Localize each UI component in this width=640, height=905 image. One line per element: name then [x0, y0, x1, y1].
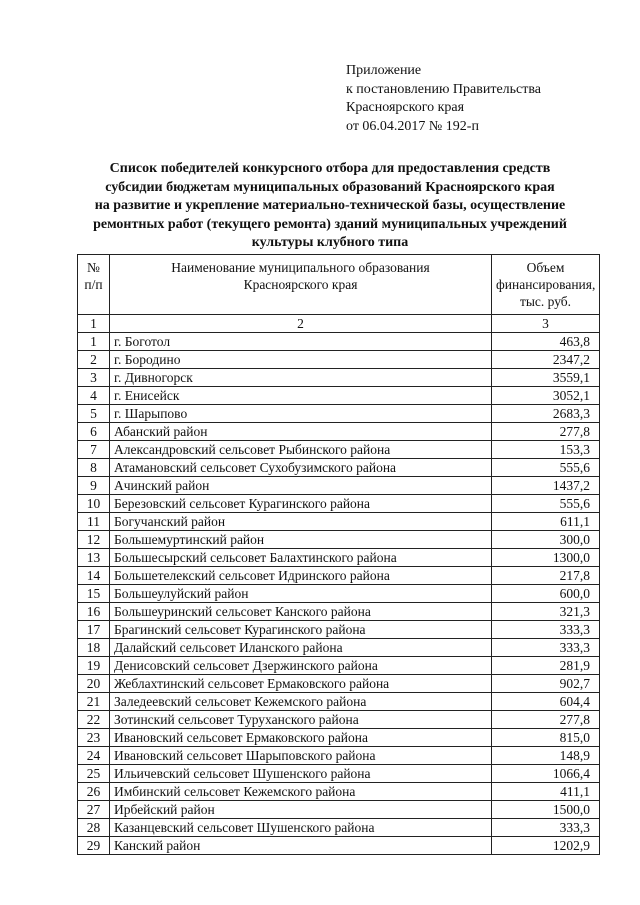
municipality-name: Богучанский район	[110, 513, 492, 531]
funding-amount: 2347,2	[492, 351, 600, 369]
table-row	[78, 765, 600, 783]
funding-amount: 277,8	[492, 423, 600, 441]
table-row	[78, 603, 600, 621]
document-title	[60, 160, 600, 253]
municipality-name: Ирбейский район	[110, 801, 492, 819]
row-number: 23	[78, 729, 110, 747]
row-number: 3	[78, 369, 110, 387]
row-number: 13	[78, 549, 110, 567]
table-row	[78, 549, 600, 567]
municipality-name: Большеуринский сельсовет Канского района	[110, 603, 492, 621]
column-index: 3	[492, 315, 600, 333]
row-number: 24	[78, 747, 110, 765]
row-number: 2	[78, 351, 110, 369]
table-row	[78, 639, 600, 657]
table-header-row	[78, 255, 600, 315]
row-number: 16	[78, 603, 110, 621]
funding-amount: 1202,9	[492, 837, 600, 855]
table-row	[78, 495, 600, 513]
table-row	[78, 405, 600, 423]
row-number: 29	[78, 837, 110, 855]
table-row	[78, 369, 600, 387]
title-line: ремонтных работ (текущего ремонта) зданий муниципальных учреждений	[93, 216, 567, 232]
row-number: 4	[78, 387, 110, 405]
funding-amount: 1437,2	[492, 477, 600, 495]
municipality-name: г. Дивногорск	[110, 369, 492, 387]
municipality-name: г. Боготол	[110, 333, 492, 351]
table-row	[78, 837, 600, 855]
funding-amount: 148,9	[492, 747, 600, 765]
title-line: на развитие и укрепление материально-технической базы, осуществление	[94, 198, 566, 213]
row-number: 18	[78, 639, 110, 657]
table-row	[78, 585, 600, 603]
table-row	[78, 801, 600, 819]
table-row	[78, 657, 600, 675]
table-row	[78, 819, 600, 837]
row-number: 17	[78, 621, 110, 639]
row-number: 27	[78, 801, 110, 819]
funding-amount: 555,6	[492, 459, 600, 477]
row-number: 19	[78, 657, 110, 675]
municipality-name: Далайский сельсовет Иланского района	[110, 639, 492, 657]
appendix-line: Приложение	[346, 63, 422, 78]
table-row	[78, 459, 600, 477]
table-row	[78, 423, 600, 441]
municipality-name: Казанцевский сельсовет Шушенского района	[110, 819, 492, 837]
row-number: 12	[78, 531, 110, 549]
header-amount	[492, 255, 600, 315]
table-row	[78, 783, 600, 801]
table-row	[78, 513, 600, 531]
row-number: 15	[78, 585, 110, 603]
municipality-name: Ивановский сельсовет Ермаковского района	[110, 729, 492, 747]
row-number: 11	[78, 513, 110, 531]
funding-amount: 902,7	[492, 675, 600, 693]
funding-amount: 3559,1	[492, 369, 600, 387]
municipality-name: Большеулуйский район	[110, 585, 492, 603]
row-number: 5	[78, 405, 110, 423]
municipality-name: Александровский сельсовет Рыбинского района	[110, 441, 492, 459]
table-row	[78, 729, 600, 747]
municipality-name: Денисовский сельсовет Дзержинского района	[110, 657, 492, 675]
municipality-name: Большетелекский сельсовет Идринского района	[110, 567, 492, 585]
funding-amount: 277,8	[492, 711, 600, 729]
table-row	[78, 675, 600, 693]
municipality-name: Брагинский сельсовет Курагинского района	[110, 621, 492, 639]
row-number: 7	[78, 441, 110, 459]
appendix-block	[346, 62, 541, 136]
municipality-name: г. Шарыпово	[110, 405, 492, 423]
row-number: 10	[78, 495, 110, 513]
row-number: 20	[78, 675, 110, 693]
municipality-name: Атамановский сельсовет Сухобузимского района	[110, 459, 492, 477]
title-line: культуры клубного типа	[251, 235, 409, 250]
municipality-name: Жеблахтинский сельсовет Ермаковского района	[110, 675, 492, 693]
funding-amount: 1300,0	[492, 549, 600, 567]
funding-amount: 300,0	[492, 531, 600, 549]
header-name-line: Красноярского края	[243, 277, 358, 292]
table-row	[78, 693, 600, 711]
header-num-line: №	[87, 260, 100, 275]
funding-amount: 321,3	[492, 603, 600, 621]
funding-amount: 555,6	[492, 495, 600, 513]
funding-amount: 1066,4	[492, 765, 600, 783]
row-number: 26	[78, 783, 110, 801]
funding-amount: 604,4	[492, 693, 600, 711]
table-row	[78, 387, 600, 405]
title-line: Список победителей конкурсного отбора для предоставления средств	[109, 161, 551, 176]
column-index: 1	[78, 315, 110, 333]
table-row	[78, 531, 600, 549]
funding-amount: 411,1	[492, 783, 600, 801]
row-number: 1	[78, 333, 110, 351]
appendix-line: Красноярского края	[346, 100, 465, 115]
row-number: 8	[78, 459, 110, 477]
municipality-name: Заледеевский сельсовет Кежемского района	[110, 693, 492, 711]
municipality-name: Зотинский сельсовет Туруханского района	[110, 711, 492, 729]
municipality-name: г. Енисейск	[110, 387, 492, 405]
title-line: субсидии бюджетам муниципальных образований Красноярского края	[105, 179, 555, 195]
table-row	[78, 441, 600, 459]
row-number: 25	[78, 765, 110, 783]
funding-amount: 600,0	[492, 585, 600, 603]
row-number: 9	[78, 477, 110, 495]
table-row	[78, 711, 600, 729]
municipality-name: Ивановский сельсовет Шарыповского района	[110, 747, 492, 765]
row-number: 14	[78, 567, 110, 585]
row-number: 21	[78, 693, 110, 711]
funding-amount: 281,9	[492, 657, 600, 675]
funding-amount: 217,8	[492, 567, 600, 585]
municipality-name: Березовский сельсовет Курагинского района	[110, 495, 492, 513]
header-num	[78, 255, 110, 315]
row-number: 6	[78, 423, 110, 441]
municipality-name: Имбинский сельсовет Кежемского района	[110, 783, 492, 801]
municipality-name: г. Бородино	[110, 351, 492, 369]
table-row	[78, 567, 600, 585]
table-row	[78, 747, 600, 765]
funding-amount: 3052,1	[492, 387, 600, 405]
funding-amount: 463,8	[492, 333, 600, 351]
header-name	[110, 255, 492, 315]
municipality-name: Канский район	[110, 837, 492, 855]
appendix-line: к постановлению Правительства	[346, 81, 542, 97]
funding-amount: 815,0	[492, 729, 600, 747]
funding-amount: 333,3	[492, 621, 600, 639]
table-row	[78, 621, 600, 639]
column-index: 2	[110, 315, 492, 333]
header-amount-line: финансирования,	[496, 277, 596, 292]
header-amount-line: тыс. руб.	[519, 294, 572, 309]
funding-amount: 333,3	[492, 819, 600, 837]
funding-amount: 333,3	[492, 639, 600, 657]
municipality-name: Ильичевский сельсовет Шушенского района	[110, 765, 492, 783]
row-number: 22	[78, 711, 110, 729]
appendix-decree: от 06.04.2017 № 192-п	[346, 118, 479, 134]
header-num-line: п/п	[84, 277, 103, 292]
table-row	[78, 351, 600, 369]
funding-amount: 2683,3	[492, 405, 600, 423]
municipality-name: Большесырский сельсовет Балахтинского района	[110, 549, 492, 567]
funding-amount: 611,1	[492, 513, 600, 531]
table-row	[78, 333, 600, 351]
municipality-name: Большемуртинский район	[110, 531, 492, 549]
winners-table	[77, 254, 600, 855]
header-amount-line: Объем	[526, 260, 565, 275]
municipality-name: Ачинский район	[110, 477, 492, 495]
header-name-line: Наименование муниципального образования	[171, 260, 430, 275]
municipality-name: Абанский район	[110, 423, 492, 441]
funding-amount: 153,3	[492, 441, 600, 459]
funding-amount: 1500,0	[492, 801, 600, 819]
row-number: 28	[78, 819, 110, 837]
table-row	[78, 477, 600, 495]
column-index-row	[78, 315, 600, 333]
